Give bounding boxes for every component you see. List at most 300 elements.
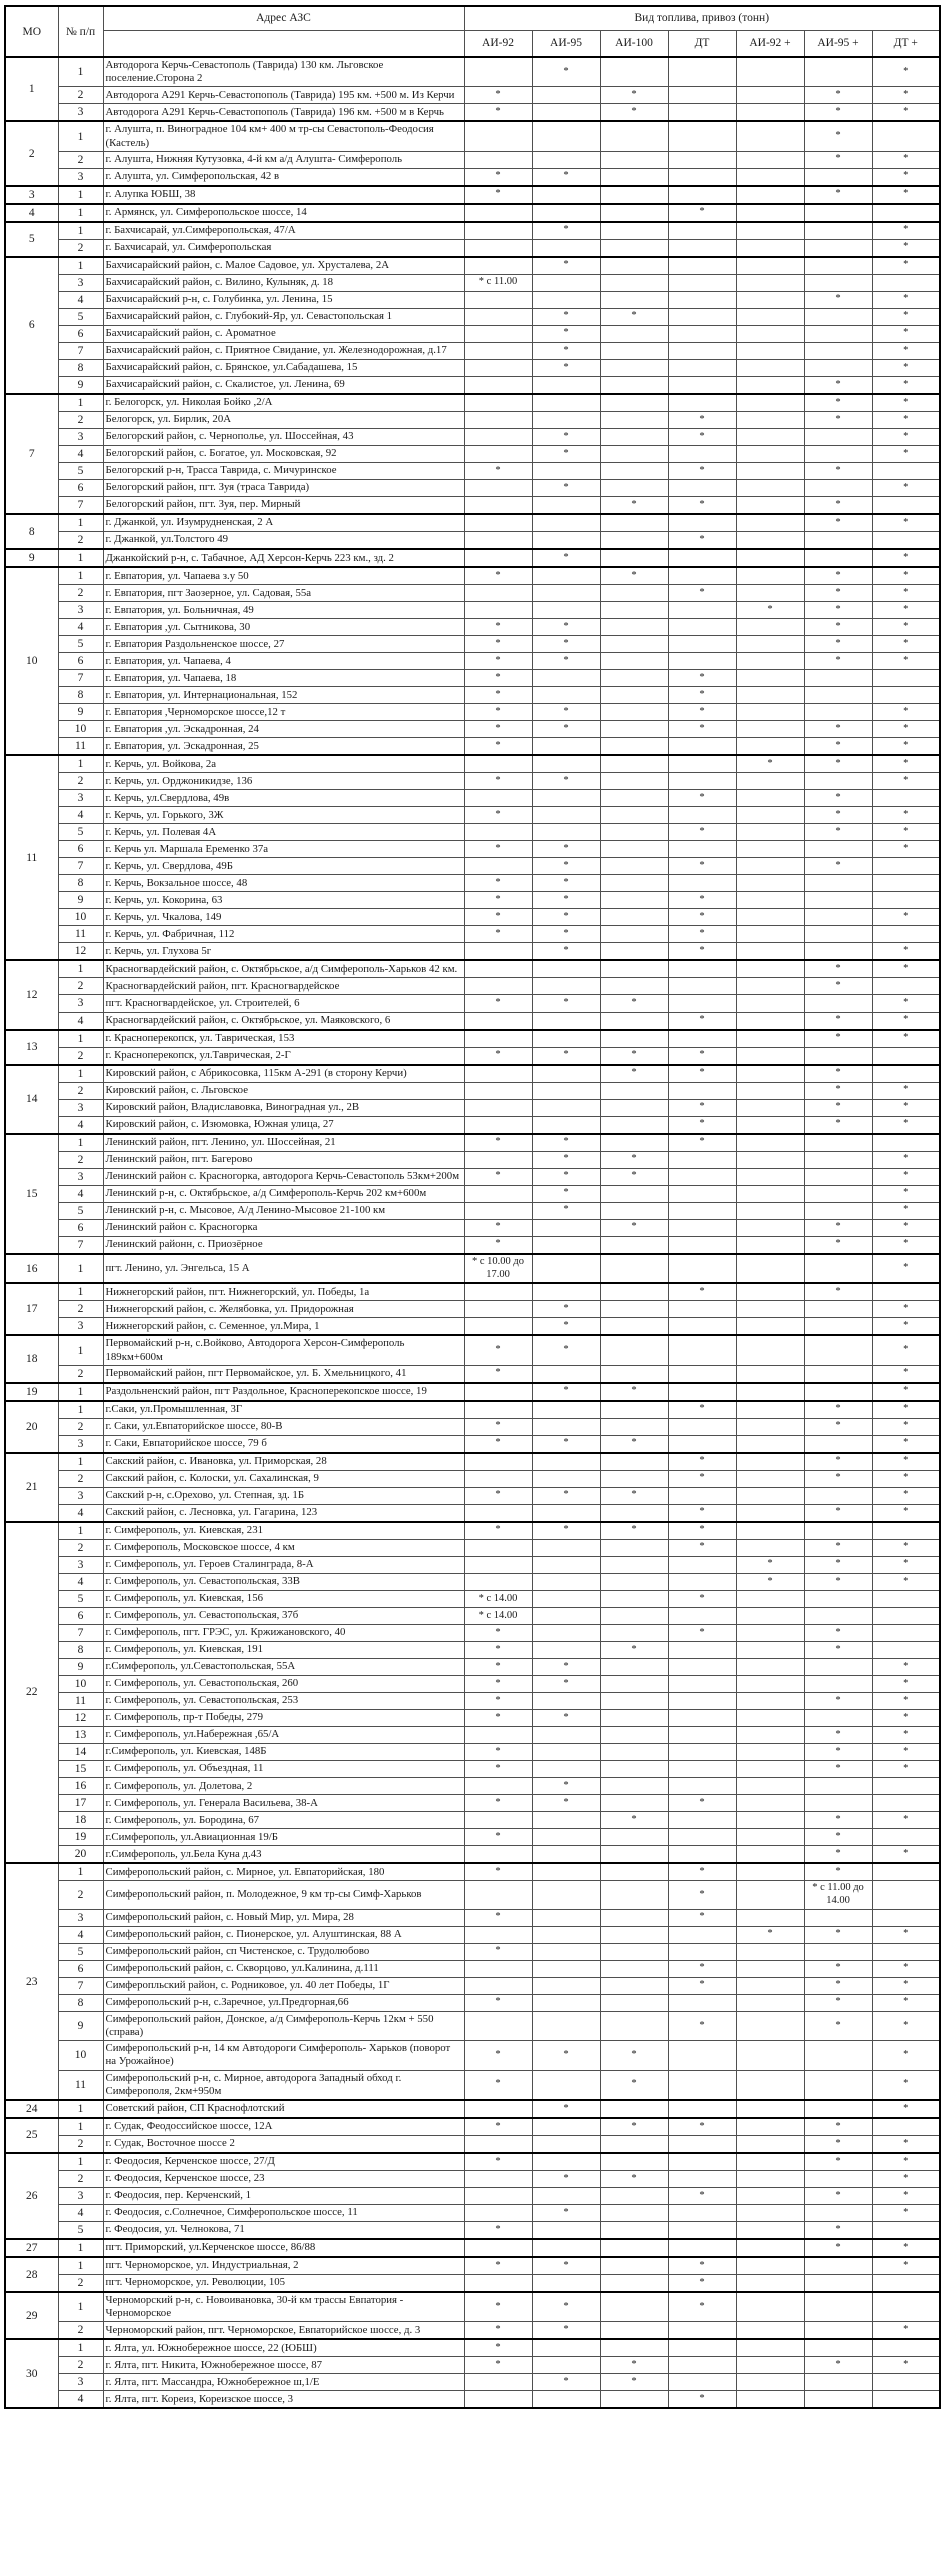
fuel-cell-ai-92-plus xyxy=(736,239,804,257)
fuel-cell-ai-95 xyxy=(532,2222,600,2240)
fuel-cell-ai-95 xyxy=(532,1556,600,1573)
fuel-cell-dt xyxy=(668,121,736,151)
fuel-cell-ai-92-plus xyxy=(736,2041,804,2070)
row-number: 5 xyxy=(58,1943,103,1960)
fuel-cell-ai-95: * xyxy=(532,619,600,636)
station-row xyxy=(5,943,940,961)
row-number: 5 xyxy=(58,636,103,653)
fuel-cell-ai-95 xyxy=(532,1470,600,1487)
fuel-cell-ai-92-plus xyxy=(736,738,804,756)
fuel-cell-ai-92 xyxy=(464,1318,532,1336)
fuel-cell-ai-92-plus xyxy=(736,1778,804,1795)
fuel-cell-ai-92: * xyxy=(464,1693,532,1710)
station-address: г. Саки, Евпаторийское шоссе, 79 б xyxy=(103,1435,464,1453)
station-address: Белогорский р-н, Трасса Таврида, с. Мичуринское xyxy=(103,463,464,480)
fuel-cell-ai-95 xyxy=(532,2391,600,2409)
fuel-cell-ai-95-plus: * xyxy=(804,497,872,515)
fuel-cell-ai-95-plus: * xyxy=(804,1977,872,1994)
mo-number: 16 xyxy=(5,1254,58,1284)
fuel-cell-ai-95-plus xyxy=(804,204,872,222)
fuel-cell-dt xyxy=(668,2041,736,2070)
fuel-cell-dt xyxy=(668,1812,736,1829)
fuel-cell-ai-92 xyxy=(464,376,532,394)
station-row xyxy=(5,497,940,515)
fuel-cell-ai-100 xyxy=(600,514,668,532)
col-header-fuel-group: Вид топлива, привоз (тонн) xyxy=(464,6,940,30)
fuel-cell-ai-92-plus xyxy=(736,2357,804,2374)
fuel-cell-ai-95 xyxy=(532,602,600,619)
station-row xyxy=(5,1301,940,1318)
fuel-cell-ai-92-plus xyxy=(736,1168,804,1185)
station-row xyxy=(5,532,940,550)
station-row xyxy=(5,87,940,104)
row-number: 1 xyxy=(58,2339,103,2357)
fuel-cell-ai-100 xyxy=(600,1539,668,1556)
fuel-cell-dt-plus: * xyxy=(872,222,940,240)
fuel-cell-ai-92 xyxy=(464,960,532,978)
fuel-cell-ai-92-plus xyxy=(736,411,804,428)
fuel-cell-ai-100 xyxy=(600,121,668,151)
station-address: г. Симферополь, ул. Генерала Васильева, 38-А xyxy=(103,1795,464,1812)
fuel-cell-dt xyxy=(668,1202,736,1219)
fuel-cell-ai-100 xyxy=(600,1202,668,1219)
fuel-cell-ai-100 xyxy=(600,1881,668,1910)
fuel-cell-ai-92: * xyxy=(464,892,532,909)
fuel-cell-dt xyxy=(668,2239,736,2257)
fuel-cell-dt: * xyxy=(668,687,736,704)
fuel-cell-ai-92-plus xyxy=(736,151,804,168)
fuel-cell-dt-plus xyxy=(872,2275,940,2293)
fuel-cell-ai-100 xyxy=(600,670,668,687)
row-number: 3 xyxy=(58,2374,103,2391)
fuel-cell-dt xyxy=(668,1658,736,1675)
station-row xyxy=(5,1168,940,1185)
row-number: 4 xyxy=(58,1573,103,1590)
fuel-cell-ai-92 xyxy=(464,602,532,619)
row-number: 5 xyxy=(58,1590,103,1607)
station-row xyxy=(5,2135,940,2153)
fuel-cell-dt-plus: * xyxy=(872,1318,940,1336)
row-number: 13 xyxy=(58,1727,103,1744)
station-row xyxy=(5,291,940,308)
fuel-cell-ai-100: * xyxy=(600,2118,668,2136)
fuel-cell-ai-100 xyxy=(600,204,668,222)
row-number: 2 xyxy=(58,1470,103,1487)
row-number: 7 xyxy=(58,858,103,875)
fuel-cell-ai-95 xyxy=(532,2011,600,2040)
station-row xyxy=(5,1710,940,1727)
station-address: Симферопольский р-н, с. Мирное, автодорога Западный обход г. Симферополя, 2км+950м xyxy=(103,2070,464,2100)
col-header-ai-95: АИ-95 xyxy=(532,30,600,57)
fuel-cell-dt xyxy=(668,2153,736,2171)
station-address: Нижнегорский район, пгт. Нижнегорский, ул. Победы, 1а xyxy=(103,1283,464,1301)
fuel-cell-dt-plus: * xyxy=(872,2135,940,2153)
fuel-cell-ai-95: * xyxy=(532,1301,600,1318)
station-row xyxy=(5,1030,940,1048)
station-row xyxy=(5,567,940,585)
mo-number: 18 xyxy=(5,1335,58,1382)
row-number: 1 xyxy=(58,204,103,222)
fuel-cell-ai-100 xyxy=(600,1082,668,1099)
row-number: 9 xyxy=(58,1658,103,1675)
fuel-cell-ai-92-plus xyxy=(736,308,804,325)
fuel-cell-dt-plus: * xyxy=(872,1236,940,1254)
fuel-cell-ai-95 xyxy=(532,1573,600,1590)
fuel-cell-ai-100 xyxy=(600,687,668,704)
fuel-cell-ai-100 xyxy=(600,960,668,978)
fuel-cell-dt-plus xyxy=(872,2391,940,2409)
fuel-cell-ai-92-plus xyxy=(736,1590,804,1607)
fuel-cell-ai-95: * xyxy=(532,1168,600,1185)
fuel-cell-dt: * xyxy=(668,1522,736,1540)
fuel-cell-ai-92 xyxy=(464,585,532,602)
fuel-cell-ai-100 xyxy=(600,1761,668,1778)
fuel-cell-ai-92 xyxy=(464,2204,532,2221)
station-address: г. Керчь ул. Маршала Еременко 37а xyxy=(103,841,464,858)
fuel-cell-dt: * xyxy=(668,926,736,943)
fuel-cell-ai-92-plus xyxy=(736,2322,804,2340)
fuel-cell-ai-95 xyxy=(532,824,600,841)
station-row xyxy=(5,2041,940,2070)
fuel-cell-ai-100 xyxy=(600,704,668,721)
fuel-cell-ai-92-plus xyxy=(736,1693,804,1710)
row-number: 4 xyxy=(58,2391,103,2409)
fuel-cell-ai-95-plus: * xyxy=(804,2011,872,2040)
row-number: 1 xyxy=(58,257,103,275)
fuel-cell-ai-92-plus xyxy=(736,1727,804,1744)
row-number: 2 xyxy=(58,585,103,602)
row-number: 2 xyxy=(58,1365,103,1383)
fuel-cell-dt-plus: * xyxy=(872,2357,940,2374)
station-address: Бахчисарайский район, с. Скалистое, ул. Ленина, 69 xyxy=(103,376,464,394)
fuel-cell-ai-100: * xyxy=(600,1522,668,1540)
fuel-cell-ai-100 xyxy=(600,1710,668,1727)
fuel-cell-ai-92-plus xyxy=(736,1977,804,1994)
fuel-cell-ai-95: * xyxy=(532,2170,600,2187)
station-row xyxy=(5,995,940,1012)
station-address: г. Феодосия, Керченское шоссе, 27/Д xyxy=(103,2153,464,2171)
fuel-cell-dt xyxy=(668,480,736,497)
station-address: г. Джанкой, ул. Изумрудненская, 2 А xyxy=(103,514,464,532)
gas-stations-tbody xyxy=(5,57,940,2408)
fuel-cell-ai-92-plus xyxy=(736,687,804,704)
fuel-cell-dt xyxy=(668,1236,736,1254)
fuel-cell-dt-plus xyxy=(872,1943,940,1960)
fuel-cell-dt-plus: * xyxy=(872,1219,940,1236)
station-row xyxy=(5,704,940,721)
station-address: Симферопольский район, с. Мирное, ул. Евпаторийская, 180 xyxy=(103,1863,464,1881)
fuel-cell-dt-plus: * xyxy=(872,168,940,186)
fuel-cell-dt-plus: * xyxy=(872,1960,940,1977)
fuel-cell-ai-95-plus xyxy=(804,687,872,704)
fuel-cell-ai-92-plus xyxy=(736,1994,804,2011)
fuel-cell-ai-100 xyxy=(600,1675,668,1692)
fuel-cell-dt xyxy=(668,1254,736,1284)
station-row xyxy=(5,1099,940,1116)
fuel-cell-dt: * xyxy=(668,2275,736,2293)
fuel-cell-ai-92: * с 14.00 xyxy=(464,1590,532,1607)
station-address: Симферопольский р-н, 14 км Автодороги Симферополь- Харьков (поворот на Урожайное) xyxy=(103,2041,464,2070)
station-row xyxy=(5,186,940,204)
mo-number: 26 xyxy=(5,2153,58,2239)
fuel-cell-dt-plus xyxy=(872,1829,940,1846)
fuel-cell-dt xyxy=(668,1335,736,1365)
fuel-cell-ai-95-plus: * xyxy=(804,2153,872,2171)
row-number: 1 xyxy=(58,1283,103,1301)
fuel-cell-dt-plus xyxy=(872,858,940,875)
fuel-cell-ai-95 xyxy=(532,394,600,412)
fuel-cell-ai-100 xyxy=(600,619,668,636)
station-row xyxy=(5,2118,940,2136)
fuel-cell-ai-100 xyxy=(600,1134,668,1152)
fuel-cell-ai-92 xyxy=(464,2170,532,2187)
fuel-cell-dt xyxy=(668,1168,736,1185)
station-address: г. Евпатория, ул. Чапаева з.у 50 xyxy=(103,567,464,585)
row-number: 1 xyxy=(58,549,103,567)
fuel-cell-ai-95 xyxy=(532,1909,600,1926)
row-number: 1 xyxy=(58,2239,103,2257)
fuel-cell-ai-95-plus: * xyxy=(804,1418,872,1435)
fuel-cell-dt xyxy=(668,274,736,291)
fuel-cell-ai-95 xyxy=(532,2239,600,2257)
station-address: Кировский район, с Абрикосовка, 115км А-291 (в сторону Керчи) xyxy=(103,1065,464,1083)
fuel-cell-ai-95-plus xyxy=(804,995,872,1012)
fuel-cell-ai-95-plus xyxy=(804,1487,872,1504)
fuel-cell-dt xyxy=(668,2222,736,2240)
fuel-cell-dt xyxy=(668,1219,736,1236)
fuel-cell-ai-95 xyxy=(532,532,600,550)
row-number: 1 xyxy=(58,1383,103,1401)
row-number: 3 xyxy=(58,1556,103,1573)
fuel-cell-ai-95: * xyxy=(532,222,600,240)
row-number: 10 xyxy=(58,909,103,926)
mo-number: 9 xyxy=(5,549,58,567)
fuel-cell-ai-92: * xyxy=(464,2292,532,2322)
station-address: Симферопольский район, с. Пионерское, ул. Алуштинская, 88 А xyxy=(103,1926,464,1943)
fuel-cell-ai-95-plus: * xyxy=(804,807,872,824)
fuel-cell-ai-100 xyxy=(600,1994,668,2011)
station-address: г. Алушта, ул. Симферопольская, 42 в xyxy=(103,168,464,186)
fuel-cell-ai-92-plus xyxy=(736,1065,804,1083)
fuel-cell-dt-plus: * xyxy=(872,1365,940,1383)
fuel-cell-ai-92-plus xyxy=(736,619,804,636)
fuel-cell-ai-95-plus xyxy=(804,532,872,550)
fuel-cell-ai-95-plus: * xyxy=(804,1641,872,1658)
fuel-cell-ai-92 xyxy=(464,532,532,550)
fuel-cell-ai-95: * xyxy=(532,1383,600,1401)
fuel-cell-ai-100 xyxy=(600,773,668,790)
fuel-cell-dt: * xyxy=(668,204,736,222)
station-address: г. Красноперекопск, ул. Таврическая, 153 xyxy=(103,1030,464,1048)
fuel-cell-ai-92-plus xyxy=(736,1710,804,1727)
row-number: 1 xyxy=(58,2100,103,2118)
fuel-cell-ai-95 xyxy=(532,2187,600,2204)
station-row xyxy=(5,858,940,875)
station-address: Ленинский р-н, с. Мысовое, А/д Ленино-Мысовое 21-100 км xyxy=(103,1202,464,1219)
fuel-cell-dt-plus: * xyxy=(872,1435,940,1453)
fuel-cell-ai-100 xyxy=(600,790,668,807)
fuel-cell-ai-92: * xyxy=(464,1365,532,1383)
fuel-cell-dt xyxy=(668,1365,736,1383)
fuel-cell-ai-95 xyxy=(532,104,600,122)
fuel-cell-dt xyxy=(668,2339,736,2357)
fuel-cell-ai-95-plus: * xyxy=(804,1863,872,1881)
fuel-cell-dt-plus: * xyxy=(872,1383,940,1401)
fuel-cell-ai-100 xyxy=(600,1977,668,1994)
fuel-cell-dt-plus xyxy=(872,1641,940,1658)
station-row xyxy=(5,394,940,412)
station-row xyxy=(5,168,940,186)
station-address: г. Симферополь, ул. Киевская, 231 xyxy=(103,1522,464,1540)
station-row xyxy=(5,1658,940,1675)
fuel-cell-dt xyxy=(668,1994,736,2011)
station-address: г. Симферополь, ул. Киевская, 191 xyxy=(103,1641,464,1658)
row-number: 9 xyxy=(58,2011,103,2040)
fuel-cell-ai-92-plus xyxy=(736,1418,804,1435)
fuel-cell-ai-95-plus xyxy=(804,274,872,291)
station-address: Симферопольский район, сп Чистенское, с. Трудолюбово xyxy=(103,1943,464,1960)
fuel-cell-ai-92: * xyxy=(464,1435,532,1453)
fuel-cell-ai-95-plus xyxy=(804,926,872,943)
fuel-cell-dt xyxy=(668,2374,736,2391)
fuel-cell-dt-plus: * xyxy=(872,514,940,532)
station-address: г. Ялта, пгт. Кореиз, Кореизское шоссе, 3 xyxy=(103,2391,464,2409)
row-number: 19 xyxy=(58,1829,103,1846)
fuel-cell-ai-92: * xyxy=(464,875,532,892)
fuel-cell-ai-100 xyxy=(600,186,668,204)
fuel-cell-dt-plus: * xyxy=(872,1185,940,1202)
fuel-cell-ai-92 xyxy=(464,222,532,240)
row-number: 1 xyxy=(58,755,103,773)
fuel-cell-ai-95-plus xyxy=(804,2391,872,2409)
station-address: Красногвардейский район, с. Октябрьское, а/д Симферополь-Харьков 42 км. xyxy=(103,960,464,978)
fuel-cell-ai-95-plus: * xyxy=(804,376,872,394)
fuel-cell-ai-92: * xyxy=(464,1236,532,1254)
fuel-cell-ai-92-plus xyxy=(736,1030,804,1048)
fuel-cell-ai-95: * xyxy=(532,636,600,653)
fuel-cell-dt: * xyxy=(668,2011,736,2040)
fuel-cell-dt xyxy=(668,1030,736,1048)
fuel-cell-dt-plus: * xyxy=(872,995,940,1012)
fuel-cell-ai-95-plus xyxy=(804,1254,872,1284)
row-number: 5 xyxy=(58,1202,103,1219)
fuel-cell-dt-plus: * xyxy=(872,1675,940,1692)
fuel-cell-dt xyxy=(668,978,736,995)
fuel-cell-dt: * xyxy=(668,1539,736,1556)
fuel-cell-ai-92-plus xyxy=(736,204,804,222)
row-number: 2 xyxy=(58,1301,103,1318)
fuel-cell-ai-95-plus xyxy=(804,670,872,687)
fuel-cell-ai-92 xyxy=(464,549,532,567)
fuel-cell-ai-92-plus: * xyxy=(736,1573,804,1590)
station-row xyxy=(5,104,940,122)
fuel-cell-ai-92: * xyxy=(464,704,532,721)
station-row xyxy=(5,926,940,943)
fuel-cell-ai-92 xyxy=(464,1727,532,1744)
station-row xyxy=(5,1047,940,1065)
row-number: 4 xyxy=(58,1012,103,1030)
fuel-cell-dt-plus xyxy=(872,1522,940,1540)
fuel-cell-ai-95 xyxy=(532,514,600,532)
row-number: 10 xyxy=(58,1675,103,1692)
fuel-cell-dt xyxy=(668,2135,736,2153)
row-number: 12 xyxy=(58,1710,103,1727)
fuel-cell-ai-100 xyxy=(600,1283,668,1301)
fuel-cell-ai-100: * xyxy=(600,1812,668,1829)
station-row xyxy=(5,602,940,619)
fuel-cell-dt-plus: * xyxy=(872,1335,940,1365)
fuel-cell-ai-95 xyxy=(532,670,600,687)
row-number: 3 xyxy=(58,428,103,445)
fuel-cell-ai-100: * xyxy=(600,2170,668,2187)
fuel-cell-ai-95-plus xyxy=(804,1151,872,1168)
fuel-cell-ai-95 xyxy=(532,1693,600,1710)
station-row xyxy=(5,514,940,532)
row-number: 7 xyxy=(58,1236,103,1254)
fuel-cell-ai-95: * xyxy=(532,721,600,738)
row-number: 2 xyxy=(58,2170,103,2187)
fuel-cell-ai-95-plus: * xyxy=(804,151,872,168)
fuel-cell-ai-100 xyxy=(600,239,668,257)
fuel-cell-dt-plus xyxy=(872,670,940,687)
row-number: 5 xyxy=(58,463,103,480)
station-address: Сакский р-н, с.Орехово, ул. Степная, зд. 1Б xyxy=(103,1487,464,1504)
fuel-cell-ai-92-plus xyxy=(736,532,804,550)
fuel-cell-ai-100 xyxy=(600,926,668,943)
station-row xyxy=(5,1504,940,1522)
station-row xyxy=(5,2153,940,2171)
fuel-cell-dt-plus: * xyxy=(872,104,940,122)
row-number: 4 xyxy=(58,1185,103,1202)
fuel-cell-dt-plus: * xyxy=(872,567,940,585)
fuel-cell-ai-95 xyxy=(532,1099,600,1116)
row-number: 4 xyxy=(58,1116,103,1134)
fuel-cell-ai-95: * xyxy=(532,909,600,926)
station-row xyxy=(5,1383,940,1401)
fuel-cell-ai-95-plus: * xyxy=(804,87,872,104)
row-number: 18 xyxy=(58,1812,103,1829)
fuel-cell-ai-92-plus xyxy=(736,567,804,585)
fuel-cell-ai-92-plus xyxy=(736,342,804,359)
fuel-cell-ai-95: * xyxy=(532,2204,600,2221)
row-number: 1 xyxy=(58,1134,103,1152)
fuel-cell-ai-92-plus xyxy=(736,2391,804,2409)
fuel-cell-ai-92-plus xyxy=(736,721,804,738)
fuel-cell-ai-92: * xyxy=(464,2070,532,2100)
fuel-cell-ai-92-plus xyxy=(736,841,804,858)
station-address: Советский район, СП Краснофлотский xyxy=(103,2100,464,2118)
fuel-cell-ai-92-plus xyxy=(736,1829,804,1846)
fuel-cell-ai-95-plus xyxy=(804,1943,872,1960)
row-number: 2 xyxy=(58,1082,103,1099)
fuel-cell-ai-92-plus xyxy=(736,2222,804,2240)
station-row xyxy=(5,1202,940,1219)
fuel-cell-ai-100 xyxy=(600,1318,668,1336)
fuel-cell-dt xyxy=(668,1829,736,1846)
fuel-cell-dt: * xyxy=(668,2257,736,2275)
fuel-cell-ai-92 xyxy=(464,1012,532,1030)
fuel-cell-dt-plus xyxy=(872,1047,940,1065)
station-row xyxy=(5,1254,940,1284)
fuel-cell-ai-95-plus xyxy=(804,445,872,462)
fuel-cell-dt: * xyxy=(668,585,736,602)
fuel-cell-dt-plus: * xyxy=(872,1012,940,1030)
fuel-cell-dt: * xyxy=(668,1012,736,1030)
fuel-cell-dt xyxy=(668,359,736,376)
fuel-cell-ai-92-plus xyxy=(736,1082,804,1099)
fuel-cell-ai-100 xyxy=(600,151,668,168)
fuel-cell-ai-95-plus xyxy=(804,1778,872,1795)
